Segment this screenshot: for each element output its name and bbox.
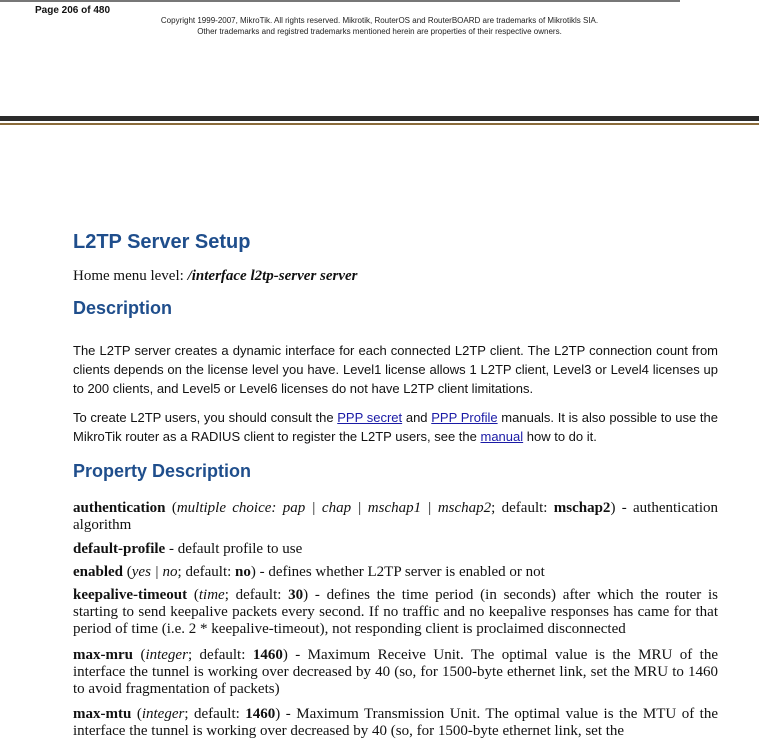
home-menu-label: Home menu level: xyxy=(73,268,188,284)
copyright-line-2: Other trademarks and registred trademarks mentioned herein are properties of their respective owners. xyxy=(197,27,562,36)
default-label: ; default: xyxy=(224,587,289,603)
property-desc: - default profile to use xyxy=(165,541,303,557)
ppp-secret-link[interactable]: PPP secret xyxy=(337,410,403,425)
property-max-mru: max-mru (integer; default: 1460) - Maximum Receive Unit. The optimal value is the MRU of the interface the tunnel is working over decreased by 40 (so, for 1500-byte ethernet link, set the MRU to 1460 to avoid fragmentation of packets) xyxy=(73,647,718,697)
page-title: L2TP Server Setup xyxy=(73,231,251,253)
manual-link[interactable]: manual xyxy=(480,429,524,444)
property-default: 1460 xyxy=(245,706,276,722)
home-menu-path: /interface l2tp-server server xyxy=(187,268,358,284)
property-default: mschap2 xyxy=(553,500,611,516)
p2-text-c: manuals. It is also possible to use the MikroTik router as a RADIUS client to register the L2TP users, see the xyxy=(73,410,718,444)
default-label: ; default: xyxy=(491,500,554,516)
header-divider-thin xyxy=(0,123,759,125)
property-desc: ) - defines whether L2TP server is enabled or not xyxy=(250,564,545,580)
property-keepalive-timeout: keepalive-timeout (time; default: 30) - defines the time period (in seconds) after which the router is starting to send keepalive packets every second. If no traffic and no keepalive responses has came for that period of time (i.e. 2 * keepalive-timeout), not responding client is proclaimed disconnected xyxy=(73,587,718,637)
description-paragraph-1: The L2TP server creates a dynamic interface for each connected L2TP client. The L2TP connection count from clients depends on the license level you have. Level1 license allows 1 L2TP client, Level3 or Level4 licenses up to 200 clients, and Level5 or Level6 licenses do not have L2TP client limitations. xyxy=(73,343,718,396)
property-default: 30 xyxy=(288,587,304,603)
description-paragraph-2 xyxy=(73,408,718,446)
default-label: ; default: xyxy=(177,564,236,580)
ppp-profile-link[interactable]: PPP Profile xyxy=(431,410,498,425)
p2-text-a: To create L2TP users, you should consult the xyxy=(73,410,338,425)
property-desc: ) - Maximum Transmission Unit. The optimal value is the MTU of the interface the tunnel is working over decreased by 40 (so, for 1500-byte ethernet link, set the xyxy=(73,706,719,739)
property-name: max-mru xyxy=(73,647,133,663)
property-desc: ) - authentication algorithm xyxy=(73,500,718,533)
p2-text-b: and xyxy=(402,410,432,425)
property-name: max-mtu xyxy=(73,706,132,722)
property-max-mtu: max-mtu (integer; default: 1460) - Maximum Transmission Unit. The optimal value is the MTU of the interface the tunnel is working over decreased by 40 (so, for 1500-byte ethernet link, set the xyxy=(73,706,719,739)
p2-text-d: how to do it. xyxy=(523,429,597,444)
property-name: authentication xyxy=(73,500,166,516)
property-type: yes | no xyxy=(131,564,178,580)
page-number: Page 206 of 480 xyxy=(35,5,111,16)
default-label: ; default: xyxy=(184,706,246,722)
copyright-line-1: Copyright 1999-2007, MikroTik. All rights reserved. Mikrotik, RouterOS and RouterBOARD are trademarks of Mikrotikls SIA. xyxy=(160,16,599,25)
property-name: keepalive-timeout xyxy=(73,587,188,603)
property-type: multiple choice: pap | chap | mschap1 | mschap2 xyxy=(176,500,492,516)
property-type: integer xyxy=(141,706,185,722)
property-desc: ) - defines the time period (in seconds) after which the router is starting to send keepalive packets every second. If no traffic and no keepalive responses has came for that period of time (i.e. 2 * keepalive-timeout), not responding client is proclaimed disconnected xyxy=(73,587,718,637)
property-default-profile xyxy=(73,541,718,558)
property-name: default-profile xyxy=(73,541,166,557)
property-default: no xyxy=(235,564,251,580)
property-type: time xyxy=(198,587,225,603)
description-heading: Description xyxy=(73,298,173,318)
top-border xyxy=(0,0,680,2)
property-default: 1460 xyxy=(252,647,283,663)
default-label: ; default: xyxy=(187,647,253,663)
property-desc: ) - Maximum Receive Unit. The optimal value is the MRU of the interface the tunnel is working over decreased by 40 (so, for 1500-byte ethernet link, set the MRU to 1460 to avoid fragmentation of packets) xyxy=(73,647,718,697)
property-type: integer xyxy=(145,647,188,663)
property-name: enabled xyxy=(73,564,124,580)
header-divider-thick xyxy=(0,116,759,121)
home-menu-level xyxy=(73,268,358,285)
property-enabled: enabled (yes | no; default: no) - defines whether L2TP server is enabled or not xyxy=(73,564,545,580)
property-authentication: authentication (multiple choice: pap | chap | mschap1 | mschap2; default: mschap2) - authentication algorithm xyxy=(73,500,718,533)
property-description-heading: Property Description xyxy=(73,461,252,481)
